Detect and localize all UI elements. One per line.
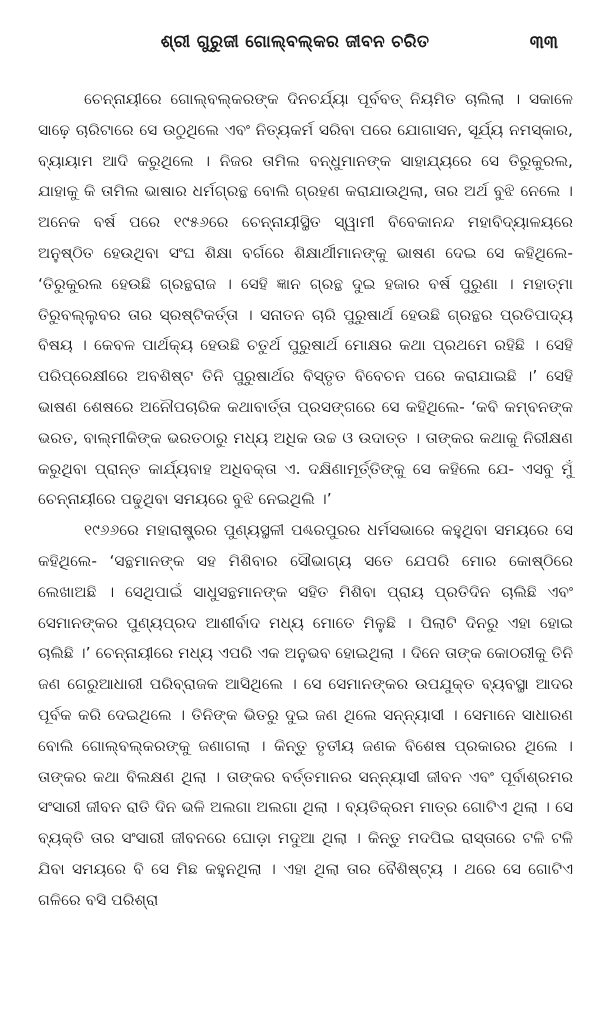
running-header xyxy=(0,24,600,64)
page-number: ୩୩ xyxy=(529,32,558,53)
paragraph: ୧୯୬୬ରେ ମହାରାଷ୍ଟ୍ରର ପୁଣ୍ୟସ୍ଥଳୀ ପଣ୍ଢରପୁରର ଧର୍ମସଭାରେ କହୁଥିବା ସମୟରେ ସେ କହିଥିଲେ- ‘ସନ୍ଥମାନଙ୍କ ସହ ମିଶିବାର ସୌଭାଗ୍ୟ ସତେ ଯେପରି ମୋର କୋଷ୍ଠିରେ ଲେଖାଅଛି । ସେଥିପାଇଁ ସାଧୁସନ୍ଥମାନଙ୍କ ସହିତ ମିଶିବା ପ୍ରାୟ ପ୍ରତିଦିନ ଚାଲିଛି ଏବଂ ସେମାନଙ୍କର ପୁଣ୍ୟପ୍ରଦ ଆଶୀର୍ବାଦ ମଧ୍ୟ ମୋତେ ମିଳୁଛି । ପିଲାଟି ଦିନରୁ ଏହା ହୋଇ ଚାଲିଛି ।’ ଚେନ୍ନାୟୀରେ ମଧ୍ୟ ଏପରି ଏକ ଅନୁଭବ ହୋଇଥିଲା । ଦିନେ ତାଙ୍କ କୋଠରୀକୁ ତିନି ଜଣ ଗେରୁଆଧାରୀ ପରିବ୍ରାଜକ ଆସିଥିଲେ । ସେ ସେମାନଙ୍କର ଉପଯୁକ୍ତ ବ୍ୟବସ୍ଥା ଆଦର ପୂର୍ବକ କରି ଦେଇଥିଲେ । ତିନିଙ୍କ ଭିତରୁ ଦୁଇ ଜଣ ଥିଲେ ସନ୍ନ୍ୟାସୀ । ସେମାନେ ସାଧାରଣ ବୋଲି ଗୋଲ୍‌ବଲ୍‌କରଙ୍କୁ ଜଣାଗଲା । କିନ୍ତୁ ତୃତୀୟ ଜଣକ ବିଶେଷ ପ୍ରକାରର ଥିଲେ । ତାଙ୍କର କଥା ବିଲକ୍ଷଣ ଥିଲା । ତାଙ୍କର ବର୍ତ୍ତମାନର ସନ୍ନ୍ୟାସୀ ଜୀବନ ଏବଂ ପୂର୍ବାଶ୍ରମର ସଂସାରୀ ଜୀବନ ରାତି ଦିନ ଭଳି ଅଲଗା ଅଲଗା ଥିଲା । ବ୍ୟତିକ୍ରମ ମାତ୍ର ଗୋଟିଏ ଥିଲା । ସେ ବ୍ୟକ୍ତି ତାର ସଂସାରୀ ଜୀବନରେ ଘୋଡ଼ା ମଦୁଆ ଥିଲା । କିନ୍ତୁ ମଦପିଇ ରାସ୍ତାରେ ଟଳି ଟଳି ଯିବା ସମୟରେ ବି ସେ ମିଛ କହୁନଥିଲା । ଏହା ଥିଲା ତାର ବୈଶିଷ୍ଟ୍ୟ । ଥରେ ସେ ଗୋଟିଏ ଗଳିରେ ବସି ପରିଶ୍ରା xyxy=(38,521,573,909)
running-title: ଶ୍ରୀ ଗୁରୁଜୀ ଗୋଲ୍‌ବଲ୍‌କର ଜୀବନ ଚରିତ xyxy=(160,32,430,52)
body-text xyxy=(38,84,573,916)
paragraph: ଚେନ୍ନାୟୀରେ ଗୋଲ୍‌ବଲ୍‌କରଙ୍କ ଦିନଚର୍ଯ୍ୟା ପୂର୍ବବତ୍ ନିୟମିତ ଚାଲିଲା । ସକାଳେ ସାଢ଼େ ଚାରିଟାରେ ସେ ଉଠୁଥିଲେ ଏବଂ ନିତ୍ୟକର୍ମ ସରିବା ପରେ ଯୋଗାସନ, ସୂର୍ଯ୍ୟ ନମସ୍କାର, ବ୍ୟାୟାମ ଆଦି କରୁଥିଲେ । ନିଜର ତାମିଲ ବନ୍ଧୁମାନଙ୍କ ସାହାଯ୍ୟରେ ସେ ତିରୁକୁରଲ, ଯାହାକୁ କି ତାମିଲ ଭାଷାର ଧର୍ମଗ୍ରନ୍ଥ ବୋଲି ଗ୍ରହଣ କରାଯାଉଥିଲା, ତାର ଅର୍ଥ ବୁଝି ନେଲେ । ଅନେକ ବର୍ଷ ପରେ ୧୯୫୬ରେ ଚେନ୍ନାୟୀସ୍ଥିତ ସ୍ୱାମୀ ବିବେକାନନ୍ଦ ମହାବିଦ୍ୟାଳୟରେ ଅନୁଷ୍ଠିତ ହେଉଥିବା ସଂଘ ଶିକ୍ଷା ବର୍ଗରେ ଶିକ୍ଷାର୍ଥୀମାନଙ୍କୁ ଭାଷଣ ଦେଇ ସେ କହିଥିଲେ- ‘ତିରୁକୁରଲ ହେଉଛି ଗ୍ରନ୍ଥରାଜ । ସେହି ଜ୍ଞାନ ଗ୍ରନ୍ଥ ଦୁଇ ହଜାର ବର୍ଷ ପୁରୁଣା । ମହାତ୍ମା ତିରୁବଲ୍ଲୁବର ତାର ସ୍ରଷ୍ଟିକର୍ତ୍ତା । ସନାତନ ଚାରି ପୁରୁଷାର୍ଥ ହେଉଛି ଗ୍ରନ୍ଥର ପ୍ରତିପାଦ୍ୟ ବିଷୟ । କେବଳ ପାର୍ଥକ୍ୟ ହେଉଛି ଚତୁର୍ଥ ପୁରୁଷାର୍ଥ ମୋକ୍ଷର କଥା ପ୍ରଥମେ ରହିଛି । ସେହି ପରିପ୍ରେକ୍ଷୀରେ ଅବଶିଷ୍ଟ ତିନି ପୁରୁଷାର୍ଥର ବିସ୍ତୃତ ବିବେଚନ ପରେ କରାଯାଇଛି ।’ ସେହି ଭାଷଣ ଶେଷରେ ଅନୌପଚାରିକ କଥାବାର୍ତ୍ତା ପ୍ରସଙ୍ଗରେ ସେ କହିଥିଲେ- ‘କବି କମ୍ବନଙ୍କ ଭରତ, ବାଲ୍ମୀକିଙ୍କ ଭରତଠାରୁ ମଧ୍ୟ ଅଧିକ ଉଚ୍ଚ ଓ ଉଦାତ୍ତ । ତାଙ୍କର କଥାକୁ ନିରୀକ୍ଷଣ କରୁଥିବା ପ୍ରାନ୍ତ କାର୍ଯ୍ୟବାହ ଅଧିବକ୍ତା ଏ. ଦକ୍ଷିଣାମୂର୍ତ୍ତିଙ୍କୁ ସେ କହିଲେ ଯେ- ଏସବୁ ମୁଁ ଚେନ୍ନାୟୀରେ ପଢୁଥିବା ସମୟରେ ବୁଝି ନେଇଥିଲି ।’ xyxy=(38,90,573,509)
